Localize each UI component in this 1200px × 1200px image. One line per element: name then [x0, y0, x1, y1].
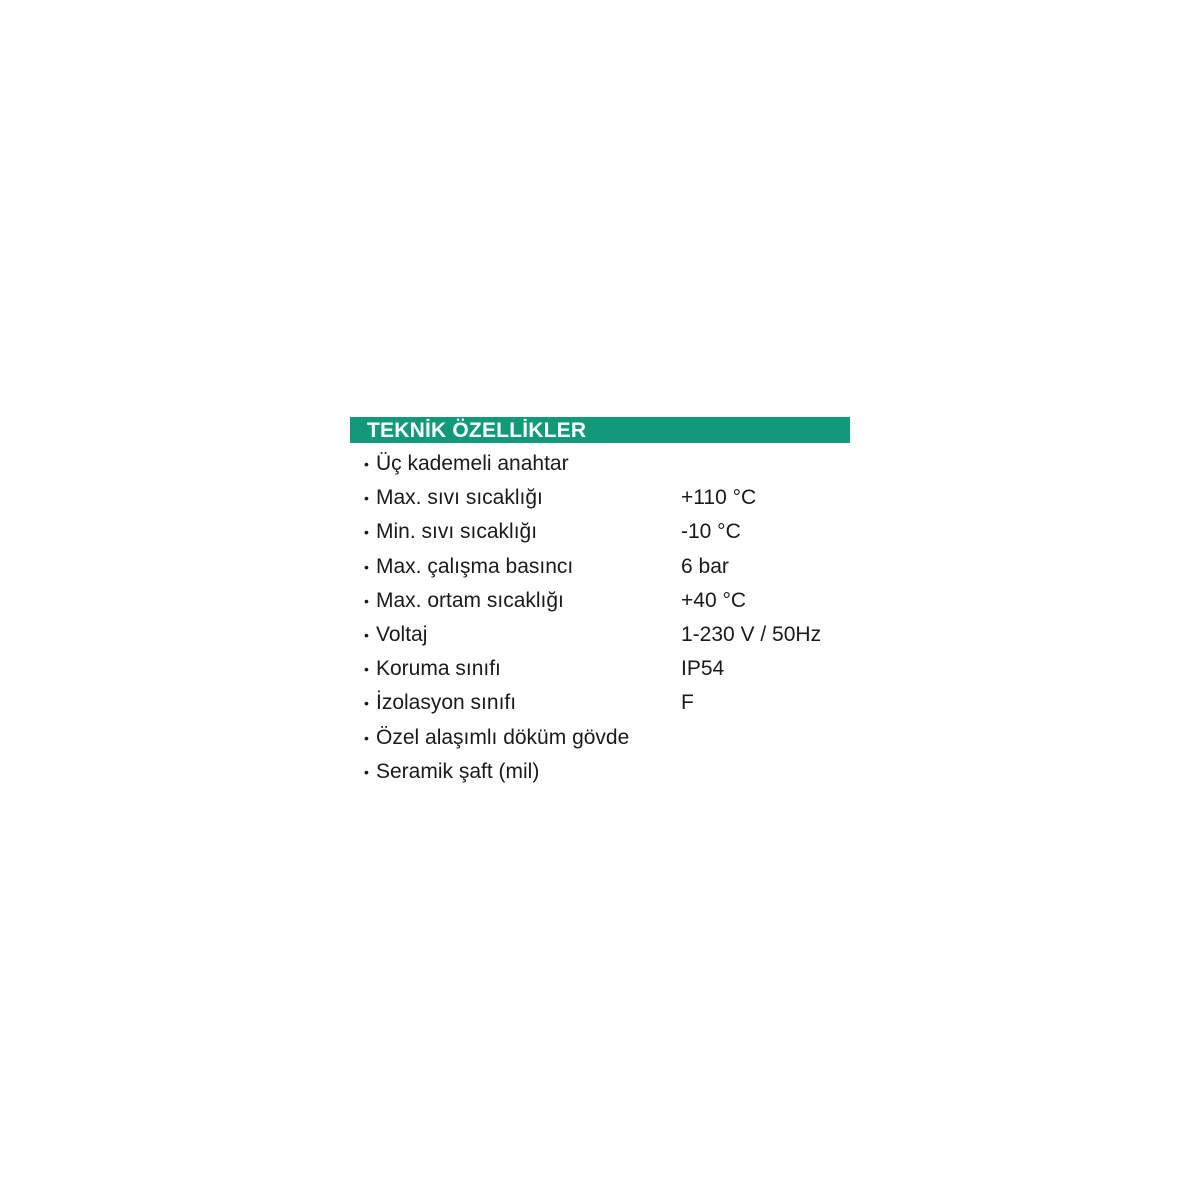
spec-row [350, 618, 850, 652]
technical-specifications [350, 417, 850, 789]
bullet-icon: • [364, 558, 369, 575]
spec-label: Max. sıvı sıcaklığı [376, 486, 543, 510]
bullet-icon: • [364, 695, 369, 712]
spec-row [350, 447, 850, 481]
spec-label: Özel alaşımlı döküm gövde [376, 725, 630, 749]
spec-label: Seramik şaft (mil) [376, 759, 540, 783]
spec-row [350, 721, 850, 755]
bullet-icon: • [364, 729, 369, 746]
spec-value: 1-230 V / 50Hz [681, 622, 822, 646]
spec-label: Max. çalışma basıncı [376, 554, 574, 578]
spec-row [350, 550, 850, 584]
spec-label: Min. sıvı sıcaklığı [376, 520, 538, 544]
spec-label: İzolasyon sınıfı [376, 691, 517, 715]
section-title: TEKNİK ÖZELLİKLER [350, 417, 850, 443]
spec-row [350, 652, 850, 686]
spec-value: F [681, 691, 694, 715]
spec-label: Üç kademeli anahtar [376, 452, 569, 475]
spec-label: Voltaj [376, 622, 428, 646]
bullet-icon: • [364, 626, 369, 643]
bullet-icon: • [364, 490, 369, 507]
spec-list [350, 447, 850, 789]
bullet-icon: • [364, 763, 369, 780]
spec-value: +40 °C [681, 588, 747, 612]
spec-row [350, 686, 850, 720]
bullet-icon: • [364, 592, 369, 609]
bullet-icon: • [364, 524, 369, 541]
bullet-icon: • [364, 456, 369, 472]
spec-value: -10 °C [681, 520, 741, 544]
spec-row [350, 515, 850, 549]
spec-row [350, 481, 850, 515]
spec-row [350, 755, 850, 789]
bullet-icon: • [364, 661, 369, 678]
spec-value: IP54 [681, 657, 725, 681]
spec-label: Max. ortam sıcaklığı [376, 588, 564, 612]
spec-value: +110 °C [681, 486, 757, 510]
spec-value: 6 bar [681, 554, 729, 578]
spec-label: Koruma sınıfı [376, 657, 501, 681]
spec-row [350, 584, 850, 618]
